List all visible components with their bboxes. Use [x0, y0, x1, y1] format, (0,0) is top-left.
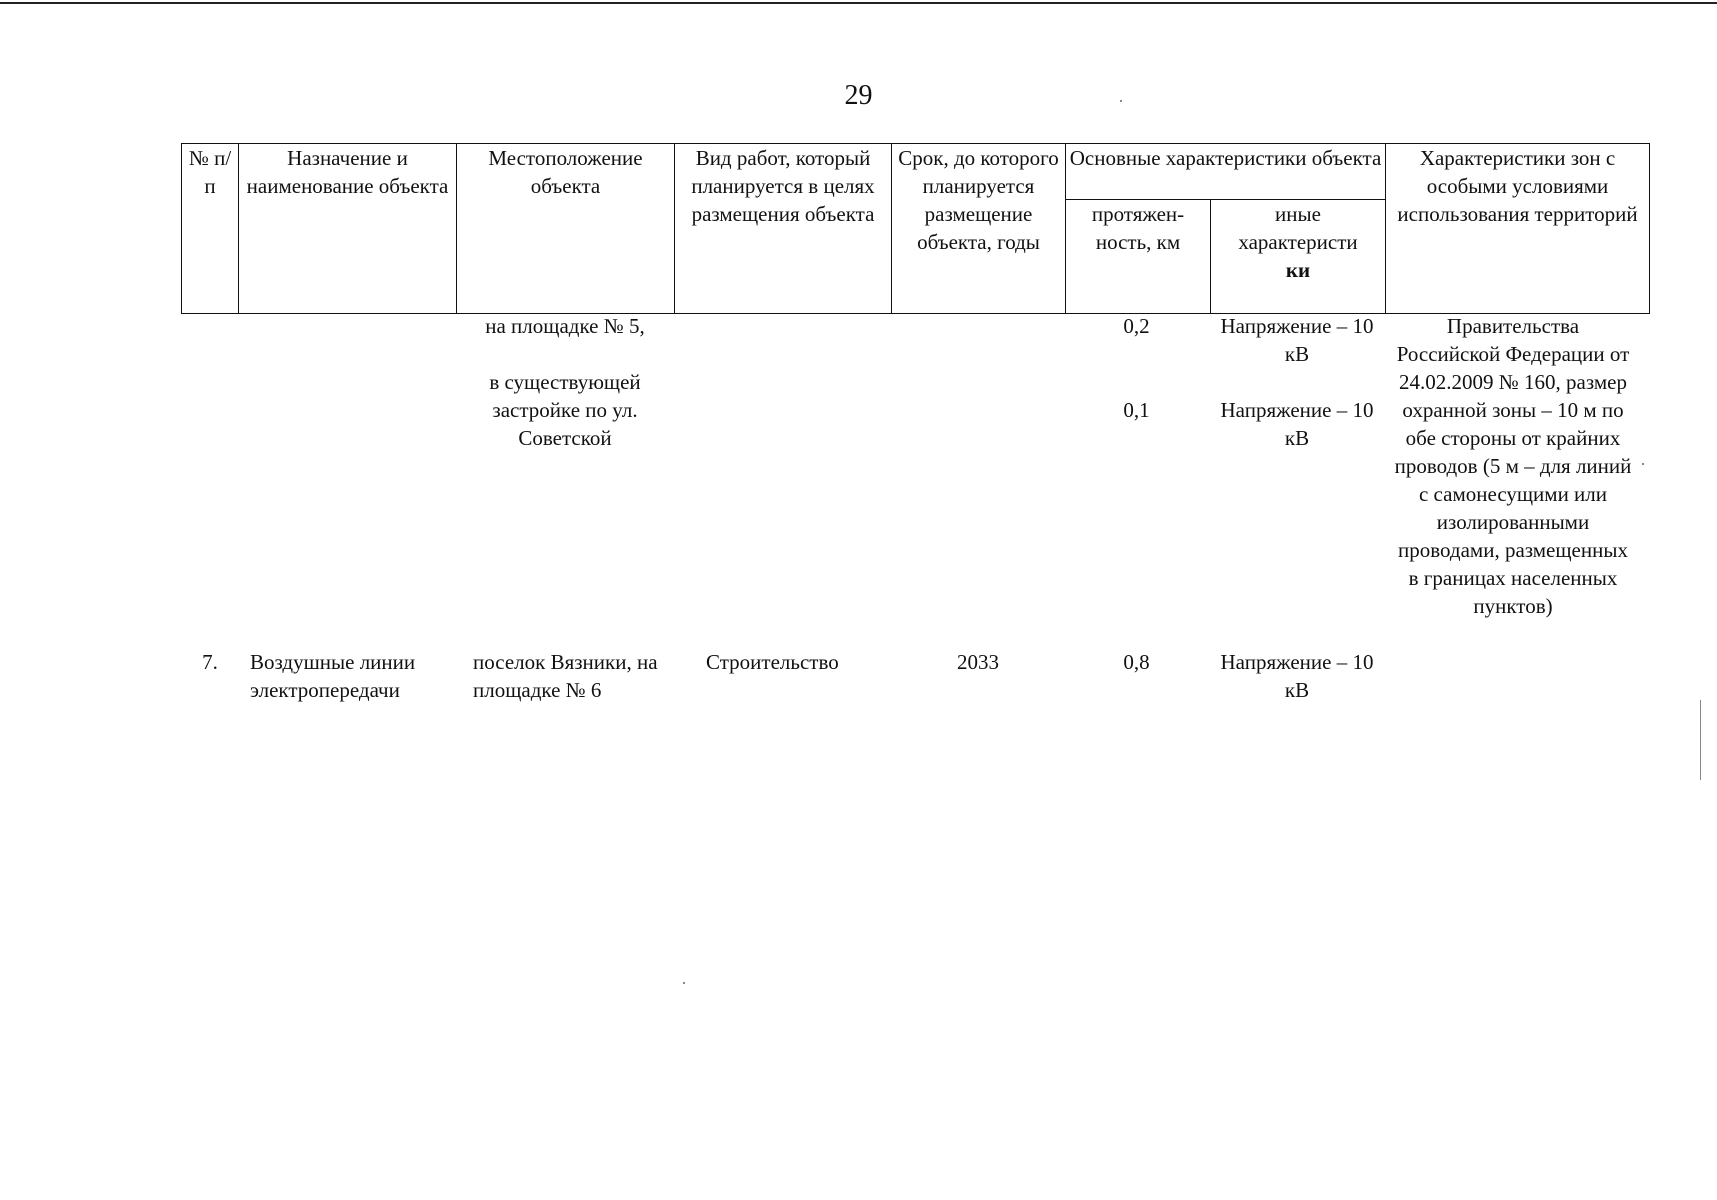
header-col-other-text: иные характеристи [1238, 202, 1358, 254]
header-col-other-tail: ки [1285, 258, 1311, 282]
page-number: 29 [844, 80, 873, 111]
scan-speck [1120, 100, 1122, 102]
row7-no: 7. [202, 650, 218, 674]
cont-location-2: в существующей застройке по ул. Советской [489, 370, 641, 450]
row7-work: Строительство [706, 650, 839, 674]
row7-location: поселок Вязники, на площадке № 6 [473, 650, 658, 702]
cont-length-1: 0,2 [1123, 314, 1150, 338]
cont-length-2: 0,1 [1123, 398, 1150, 422]
header-col-location: Местоположение объекта [457, 144, 675, 314]
row7-length: 0,8 [1123, 650, 1150, 674]
cont-other-2: Напряжение – 10 кВ [1220, 398, 1374, 450]
header-col-other [1211, 200, 1386, 314]
table-header [181, 143, 1650, 314]
row7-other: Напряжение – 10 кВ [1220, 650, 1374, 702]
top-border-line [0, 2, 1717, 4]
scan-speck [1642, 463, 1644, 465]
header-col-main: Основные характеристики объекта [1066, 144, 1386, 200]
row7-term: 2033 [957, 650, 999, 674]
header-col-term: Срок, до которого планируется размещение объекта, годы [892, 144, 1066, 314]
header-col-length: протяжен-ность, км [1066, 200, 1211, 314]
cont-other-1: Напряжение – 10 кВ [1220, 314, 1374, 366]
cont-zones: Правительства Российской Федерации от 24.02.2009 № 160, размер охранной зоны – 10 м по обе стороны от крайних проводов (5 м – для линий с самонесущими или изолированными проводами, размещенных в границах населенных пунктов) [1394, 314, 1632, 618]
scan-speck [683, 982, 685, 984]
header-col-zones: Характеристики зон с особыми условиями использования территорий [1386, 144, 1650, 314]
cont-location-1: на площадке № 5, [485, 314, 645, 338]
header-col-no: № п/п [182, 144, 239, 314]
row7-name: Воздушные линии электропередачи [250, 650, 416, 702]
scan-edge-mark [1700, 700, 1701, 780]
header-col-name: Назначение и наименование объекта [239, 144, 457, 314]
header-col-work: Вид работ, который планируется в целях размещения объекта [675, 144, 892, 314]
